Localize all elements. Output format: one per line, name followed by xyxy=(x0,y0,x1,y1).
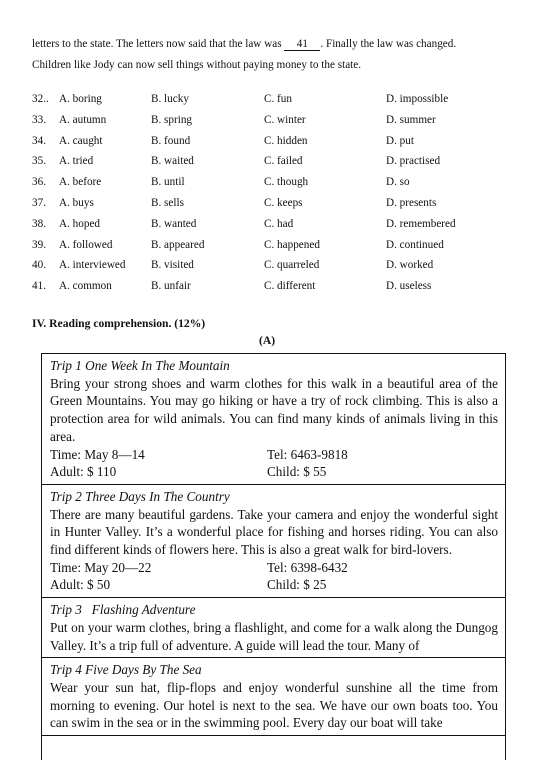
trips-table xyxy=(41,353,506,760)
trip-child-price: Child: $ 25 xyxy=(267,577,327,593)
option-c: C. fun xyxy=(264,93,292,105)
trip-adult-price: Adult: $ 110 xyxy=(50,464,117,480)
option-d: D. so xyxy=(386,176,410,189)
trip-4 xyxy=(42,658,505,736)
option-c: C. winter xyxy=(264,113,306,126)
passage-line-1 xyxy=(32,34,524,55)
trip-info-row xyxy=(50,559,498,577)
option-b: B. found xyxy=(151,134,191,147)
option-c: C. quarreled xyxy=(264,259,320,272)
trip-info-row xyxy=(50,446,498,464)
option-c: C. happened xyxy=(264,238,320,251)
passage-line-2: Children like Jody can now sell things without paying money to the state. xyxy=(32,59,362,71)
question-row xyxy=(32,218,502,239)
trip-tel: Tel: 6463-9818 xyxy=(267,446,348,462)
trip-time: Time: May 8—14 xyxy=(50,446,145,462)
trip-title: Trip 3 Flashing Adventure xyxy=(50,602,196,618)
question-number: 35. xyxy=(32,155,46,168)
question-row xyxy=(32,176,502,197)
option-a: A. tried xyxy=(59,155,94,168)
question-row xyxy=(32,197,502,218)
trip-3 xyxy=(42,598,505,658)
option-b: B. lucky xyxy=(151,93,189,105)
question-row xyxy=(32,280,502,301)
trip-description: Wear your sun hat, flip-flops and enjoy wonderful sunshine all the time from morning to evening. Our hotel is next to the sea. We have our own boats too. You can swim in the sea or in the swimming pool. Every day our boat will take xyxy=(50,679,498,731)
question-number: 40. xyxy=(32,259,46,272)
option-c: C. hidden xyxy=(264,134,308,147)
option-b: B. spring xyxy=(151,113,193,126)
section-heading: IV. Reading comprehension. (12%) xyxy=(32,317,206,330)
question-number: 39. xyxy=(32,238,46,251)
option-a: A. autumn xyxy=(59,113,107,126)
trip-tel: Tel: 6398-6432 xyxy=(267,559,348,575)
answer-blank: 41 xyxy=(284,38,320,51)
option-b: B. until xyxy=(151,176,185,189)
option-a: A. common xyxy=(59,280,112,293)
option-b: B. sells xyxy=(151,196,184,209)
option-a: A. boring xyxy=(59,93,102,105)
trip-adult-price: Adult: $ 50 xyxy=(50,577,111,593)
option-c: C. failed xyxy=(264,155,303,168)
cloze-options-list xyxy=(32,93,502,301)
option-b: B. waited xyxy=(151,155,194,168)
option-a: A. interviewed xyxy=(59,259,126,272)
option-a: A. before xyxy=(59,176,102,189)
option-a: A. hoped xyxy=(59,217,101,230)
option-b: B. visited xyxy=(151,259,194,272)
option-c: C. had xyxy=(264,217,294,230)
trip-2 xyxy=(42,485,505,598)
option-d: D. continued xyxy=(386,238,444,251)
option-d: D. remembered xyxy=(386,217,456,230)
cloze-passage-ending xyxy=(32,34,524,76)
option-c: C. different xyxy=(264,280,316,293)
trip-1 xyxy=(42,354,505,485)
option-d: D. summer xyxy=(386,113,436,126)
option-c: C. keeps xyxy=(264,196,303,209)
question-row xyxy=(32,93,502,114)
trip-time: Time: May 20—22 xyxy=(50,559,152,575)
trip-title: Trip 1 One Week In The Mountain xyxy=(50,358,230,373)
question-row xyxy=(32,135,502,156)
option-b: B. appeared xyxy=(151,238,205,251)
trip-child-price: Child: $ 55 xyxy=(267,464,327,480)
question-number: 37. xyxy=(32,196,46,209)
option-d: D. presents xyxy=(386,196,437,209)
question-row xyxy=(32,114,502,135)
trip-description: Put on your warm clothes, bring a flashlight, and come for a walk along the Dungog Valley. It’s a trip full of adventure. A guide will lead the tour. Many of xyxy=(50,619,498,653)
question-number: 36. xyxy=(32,176,46,189)
option-d: D. useless xyxy=(386,280,432,293)
option-a: A. caught xyxy=(59,134,103,147)
option-d: D. worked xyxy=(386,259,434,272)
option-d: D. put xyxy=(386,134,414,147)
trip-title: Trip 2 Three Days In The Country xyxy=(50,488,230,504)
passage-text: . Finally the law was changed. xyxy=(320,38,457,50)
question-row xyxy=(32,259,502,280)
question-row xyxy=(32,239,502,260)
trip-price-row xyxy=(50,576,498,594)
part-label: (A) xyxy=(259,334,276,347)
option-c: C. though xyxy=(264,176,309,189)
option-b: B. wanted xyxy=(151,217,197,230)
question-number: 38. xyxy=(32,217,46,230)
question-row xyxy=(32,155,502,176)
option-a: A. followed xyxy=(59,238,113,251)
trip-description: There are many beautiful gardens. Take your camera and enjoy the wonderful sight in Hunter Valley. It’s a wonderful place for fishing and horses riding. You can also find different kinds of flowers here. This is also a great walk for bird-lovers. xyxy=(50,506,498,558)
option-d: D. practised xyxy=(386,155,441,168)
trip-price-row xyxy=(50,463,498,481)
question-number: 34. xyxy=(32,134,46,147)
option-d: D. impossible xyxy=(386,93,449,105)
question-number: 41. xyxy=(32,280,46,293)
trip-description: Bring your strong shoes and warm clothes for this walk in a beautiful area of the Green Mountains. You may go hiking or have a try of rock climbing. This is also a protection area for wild animals. You can find many kinds of animals living in this area. xyxy=(50,375,498,444)
option-b: B. unfair xyxy=(151,280,191,293)
question-number: 33. xyxy=(32,113,46,126)
option-a: A. buys xyxy=(59,196,94,209)
trip-title: Trip 4 Five Days By The Sea xyxy=(50,662,202,678)
passage-text: letters to the state. The letters now said that the law was xyxy=(32,38,282,50)
question-number: 32.. xyxy=(32,93,49,105)
